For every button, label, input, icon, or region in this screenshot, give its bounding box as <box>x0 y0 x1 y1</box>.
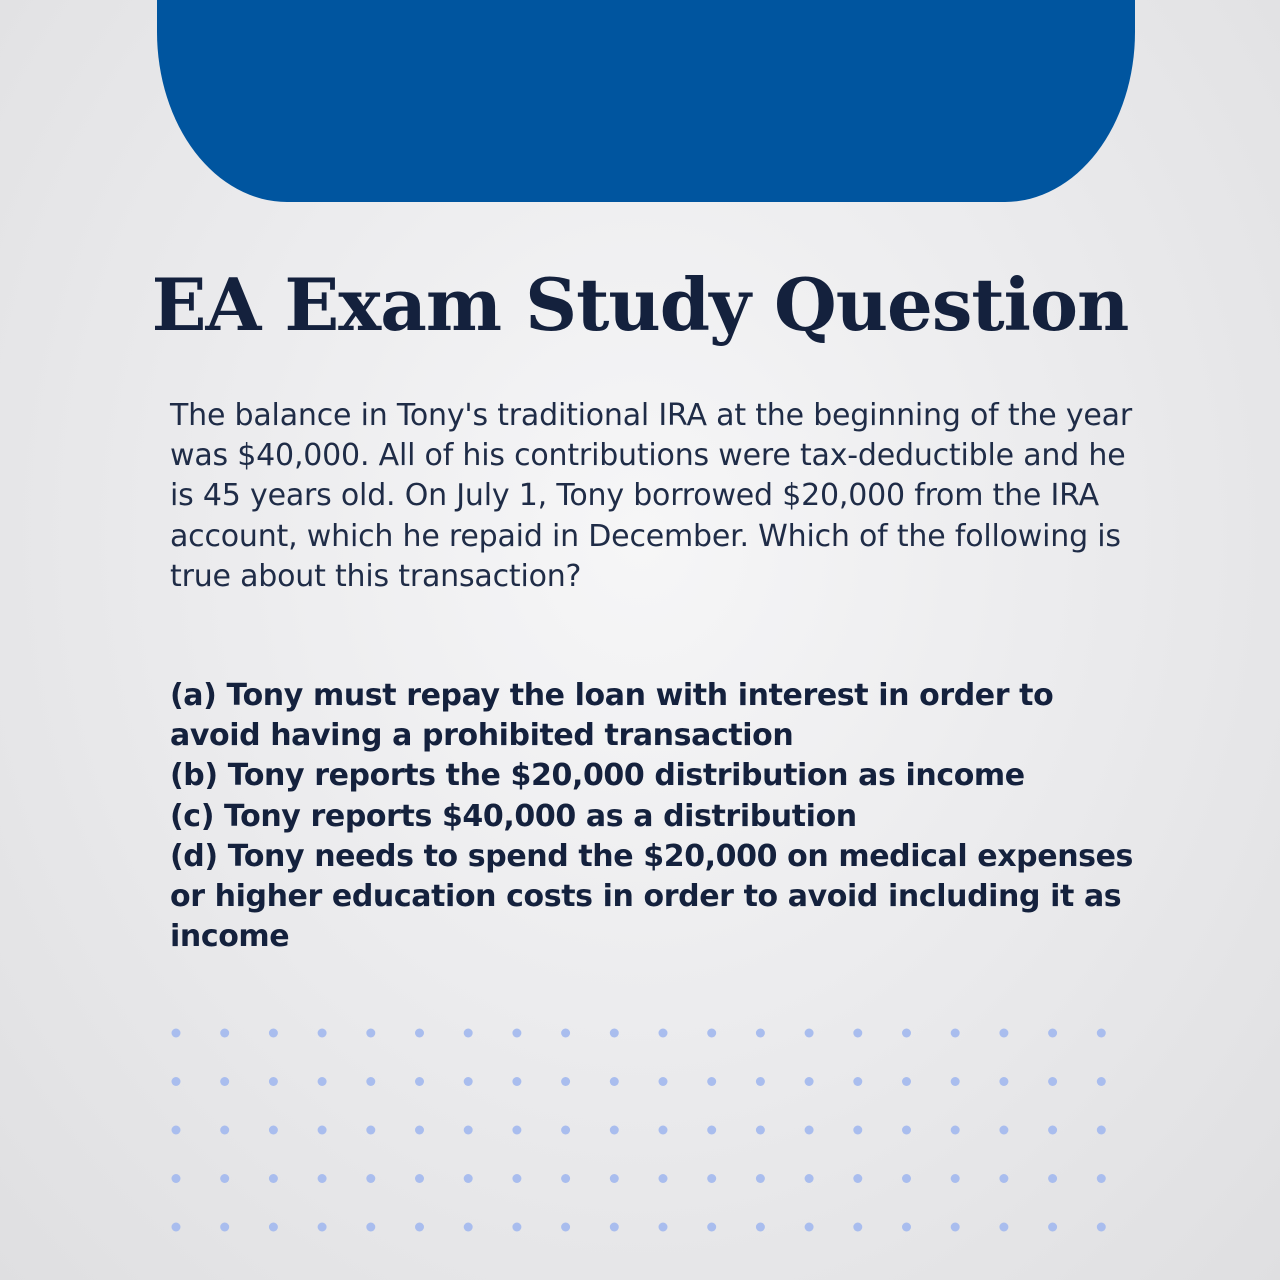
decorative-dot <box>805 1126 814 1135</box>
decorative-dot <box>999 1126 1008 1135</box>
decorative-dot <box>220 1223 229 1232</box>
option-d: (d) Tony needs to spend the $20,000 on medical expenses or higher education costs in order to avoid including it as income <box>170 838 1134 955</box>
decorative-dot <box>756 1174 765 1183</box>
decorative-dot <box>269 1077 278 1086</box>
decorative-dot <box>318 1126 327 1135</box>
decorative-dot <box>610 1029 619 1038</box>
decorative-dot <box>220 1174 229 1183</box>
decorative-dot <box>805 1077 814 1086</box>
page-title: EA Exam Study Question <box>151 262 1129 347</box>
decorative-dot <box>902 1174 911 1183</box>
decorative-dot <box>756 1029 765 1038</box>
decorative-dot <box>269 1126 278 1135</box>
decorative-dot <box>1097 1223 1106 1232</box>
decorative-dot <box>999 1223 1008 1232</box>
decorative-dot <box>220 1029 229 1038</box>
decorative-dot <box>172 1077 181 1086</box>
decorative-dot <box>366 1029 375 1038</box>
decorative-dot <box>951 1223 960 1232</box>
decorative-dot <box>561 1223 570 1232</box>
decorative-dot <box>220 1126 229 1135</box>
decorative-dot <box>366 1174 375 1183</box>
decorative-dot <box>902 1077 911 1086</box>
decorative-dot <box>512 1077 521 1086</box>
decorative-dot <box>172 1174 181 1183</box>
decorative-dot <box>951 1077 960 1086</box>
decorative-dot <box>561 1126 570 1135</box>
decorative-dot <box>999 1029 1008 1038</box>
decorative-dot <box>512 1174 521 1183</box>
dot-grid-decoration <box>170 1027 1110 1233</box>
decorative-dot <box>707 1126 716 1135</box>
decorative-dot <box>805 1223 814 1232</box>
decorative-dot <box>512 1029 521 1038</box>
decorative-dot <box>464 1126 473 1135</box>
question-text: The balance in Tony's traditional IRA at the beginning of the year was $40,000. All of his contributions were tax-deductible and he is 45 years old. On July 1, Tony borrowed $20,000 from the IRA account, which he repaid in December. Which of the following is true about this transaction? <box>170 398 1132 594</box>
decorative-dot <box>902 1029 911 1038</box>
decorative-dot <box>659 1029 668 1038</box>
decorative-dot <box>318 1077 327 1086</box>
decorative-dot <box>512 1126 521 1135</box>
decorative-dot <box>269 1029 278 1038</box>
decorative-dot <box>464 1029 473 1038</box>
decorative-dot <box>610 1077 619 1086</box>
decorative-dot <box>464 1077 473 1086</box>
decorative-dot <box>659 1077 668 1086</box>
decorative-dot <box>853 1223 862 1232</box>
decorative-dot <box>1097 1077 1106 1086</box>
decorative-dot <box>853 1077 862 1086</box>
decorative-dot <box>318 1174 327 1183</box>
decorative-dot <box>1048 1223 1057 1232</box>
decorative-dot <box>1097 1126 1106 1135</box>
decorative-dot <box>805 1029 814 1038</box>
decorative-dot <box>853 1126 862 1135</box>
decorative-dot <box>999 1174 1008 1183</box>
decorative-dot <box>853 1174 862 1183</box>
decorative-dot <box>756 1223 765 1232</box>
decorative-dot <box>464 1174 473 1183</box>
decorative-dot <box>415 1029 424 1038</box>
decorative-dot <box>707 1077 716 1086</box>
decorative-dot <box>707 1174 716 1183</box>
decorative-dot <box>659 1174 668 1183</box>
decorative-dot <box>659 1126 668 1135</box>
decorative-dot <box>853 1029 862 1038</box>
decorative-dot <box>756 1126 765 1135</box>
decorative-dot <box>610 1174 619 1183</box>
decorative-dot <box>415 1174 424 1183</box>
decorative-dot <box>951 1029 960 1038</box>
decorative-dot <box>172 1126 181 1135</box>
decorative-dot <box>951 1174 960 1183</box>
decorative-dot <box>707 1029 716 1038</box>
decorative-dot <box>1048 1029 1057 1038</box>
decorative-dot <box>610 1126 619 1135</box>
option-a: (a) Tony must repay the loan with interest in order to avoid having a prohibited transaction <box>170 678 1054 754</box>
decorative-dot <box>1048 1126 1057 1135</box>
decorative-dot <box>951 1126 960 1135</box>
decorative-dot <box>318 1029 327 1038</box>
decorative-dot <box>172 1223 181 1232</box>
decorative-dot <box>220 1077 229 1086</box>
decorative-dot <box>415 1077 424 1086</box>
decorative-dot <box>172 1029 181 1038</box>
decorative-dot <box>756 1077 765 1086</box>
option-b: (b) Tony reports the $20,000 distribution as income <box>170 758 1025 794</box>
decorative-dot <box>269 1223 278 1232</box>
decorative-dot <box>366 1126 375 1135</box>
decorative-dot <box>512 1223 521 1232</box>
decorative-dot <box>415 1223 424 1232</box>
decorative-dot <box>366 1077 375 1086</box>
decorative-dot <box>902 1223 911 1232</box>
decorative-dot <box>318 1223 327 1232</box>
option-c: (c) Tony reports $40,000 as a distribution <box>170 798 857 834</box>
decorative-dot <box>269 1174 278 1183</box>
decorative-dot <box>561 1029 570 1038</box>
decorative-dot <box>999 1077 1008 1086</box>
decorative-dot <box>902 1126 911 1135</box>
decorative-dot <box>707 1223 716 1232</box>
answer-options <box>170 676 1150 957</box>
decorative-dot <box>366 1223 375 1232</box>
decorative-dot <box>1097 1174 1106 1183</box>
decorative-dot <box>610 1223 619 1232</box>
decorative-dot <box>1048 1077 1057 1086</box>
top-banner-shape <box>157 0 1135 202</box>
decorative-dot <box>805 1174 814 1183</box>
decorative-dot <box>1097 1029 1106 1038</box>
decorative-dot <box>464 1223 473 1232</box>
decorative-dot <box>415 1126 424 1135</box>
decorative-dot <box>659 1223 668 1232</box>
decorative-dot <box>561 1174 570 1183</box>
decorative-dot <box>561 1077 570 1086</box>
decorative-dot <box>1048 1174 1057 1183</box>
